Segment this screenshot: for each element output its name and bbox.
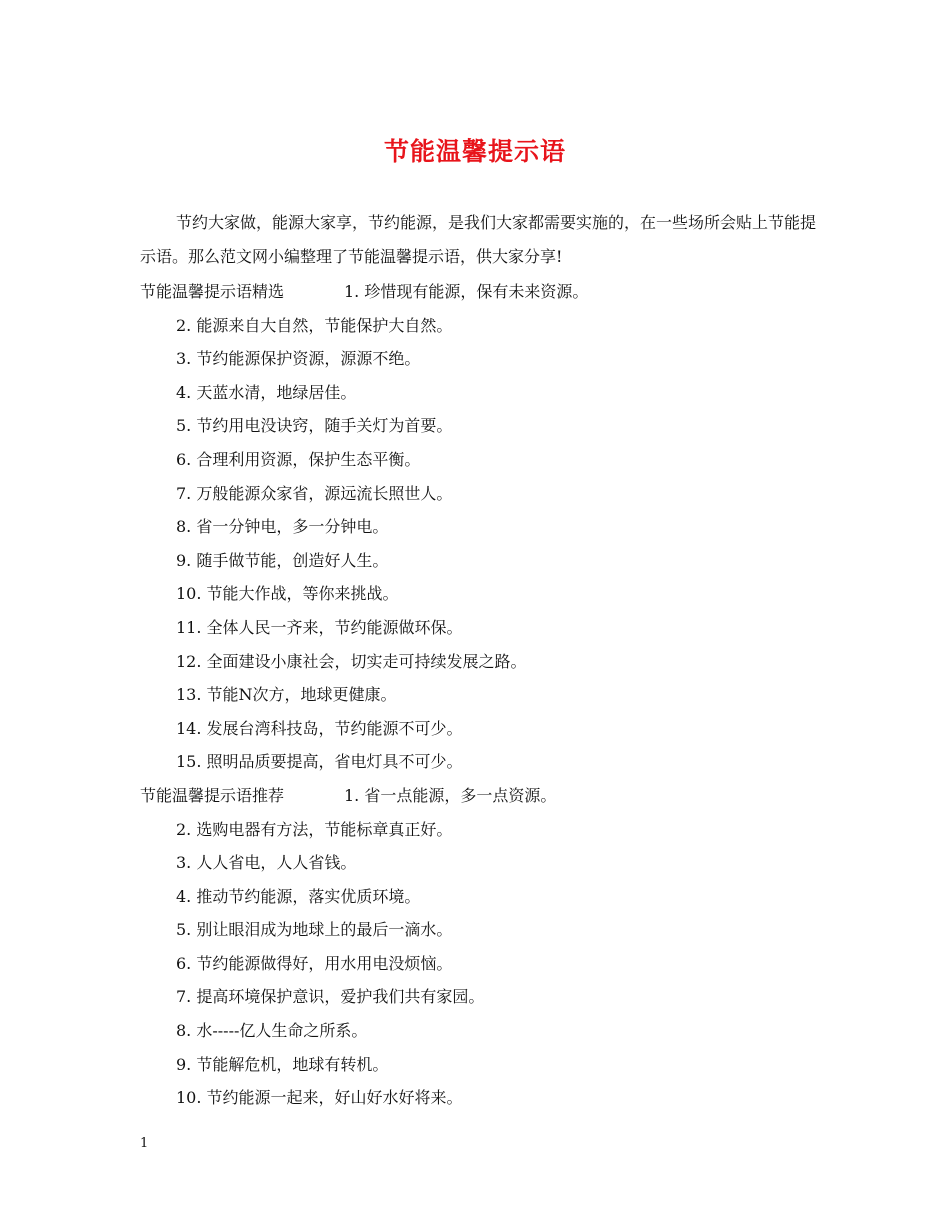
list-item: 7. 万般能源众家省，源远流长照世人。 [176, 483, 453, 503]
list-item: 6. 合理利用资源，保护生态平衡。 [176, 449, 421, 469]
list-item: 11. 全体人民一齐来，节约能源做环保。 [176, 617, 463, 637]
section-heading: 节能温馨提示语推荐 [140, 785, 285, 805]
document-content [140, 275, 830, 1115]
list-item: 10. 节约能源一起来，好山好水好将来。 [176, 1088, 463, 1108]
list-item: 7. 提高环境保护意识，爱护我们共有家园。 [176, 987, 485, 1007]
list-item: 8. 水-----亿人生命之所系。 [176, 1021, 368, 1041]
page-number: 1 [140, 1136, 149, 1151]
list-item: 6. 节约能源做得好，用水用电没烦恼。 [176, 953, 453, 973]
list-item: 3. 节约能源保护资源，源源不绝。 [176, 349, 421, 369]
list-item: 5. 别让眼泪成为地球上的最后一滴水。 [176, 920, 453, 940]
list-item: 15. 照明品质要提高，省电灯具不可少。 [176, 752, 463, 772]
list-item: 9. 随手做节能，创造好人生。 [176, 550, 389, 570]
list-item: 14. 发展台湾科技岛，节约能源不可少。 [176, 718, 463, 738]
list-item: 9. 节能解危机，地球有转机。 [176, 1054, 389, 1074]
list-item: 8. 省一分钟电，多一分钟电。 [176, 517, 389, 537]
list-item: 2. 选购电器有方法，节能标章真正好。 [176, 819, 453, 839]
list-item: 5. 节约用电没诀窍，随手关灯为首要。 [176, 416, 453, 436]
section-heading-line [140, 275, 830, 309]
list-item: 13. 节能N次方，地球更健康。 [176, 685, 397, 705]
section-heading: 节能温馨提示语精选 [140, 282, 285, 301]
list-item: 1. 珍惜现有能源，保有未来资源。 [344, 282, 589, 301]
list-item: 4. 天蓝水清，地绿居佳。 [176, 382, 357, 402]
list-item: 12. 全面建设小康社会，切实走可持续发展之路。 [176, 651, 527, 671]
list-item: 3. 人人省电，人人省钱。 [176, 853, 357, 873]
list-item: 2. 能源来自大自然，节能保护大自然。 [176, 315, 453, 335]
document-title: 节能温馨提示语 [383, 137, 566, 166]
section-heading-line [140, 779, 830, 813]
list-item: 1. 省一点能源，多一点资源。 [344, 785, 557, 805]
intro-paragraph: 节约大家做，能源大家享，节约能源，是我们大家都需要实施的，在一些场所会贴上节能提示语。那么范文网小编整理了节能温馨提示语，供大家分享! [140, 213, 817, 266]
list-item: 10. 节能大作战，等你来挑战。 [176, 584, 399, 604]
list-item: 4. 推动节约能源，落实优质环境。 [176, 886, 421, 906]
